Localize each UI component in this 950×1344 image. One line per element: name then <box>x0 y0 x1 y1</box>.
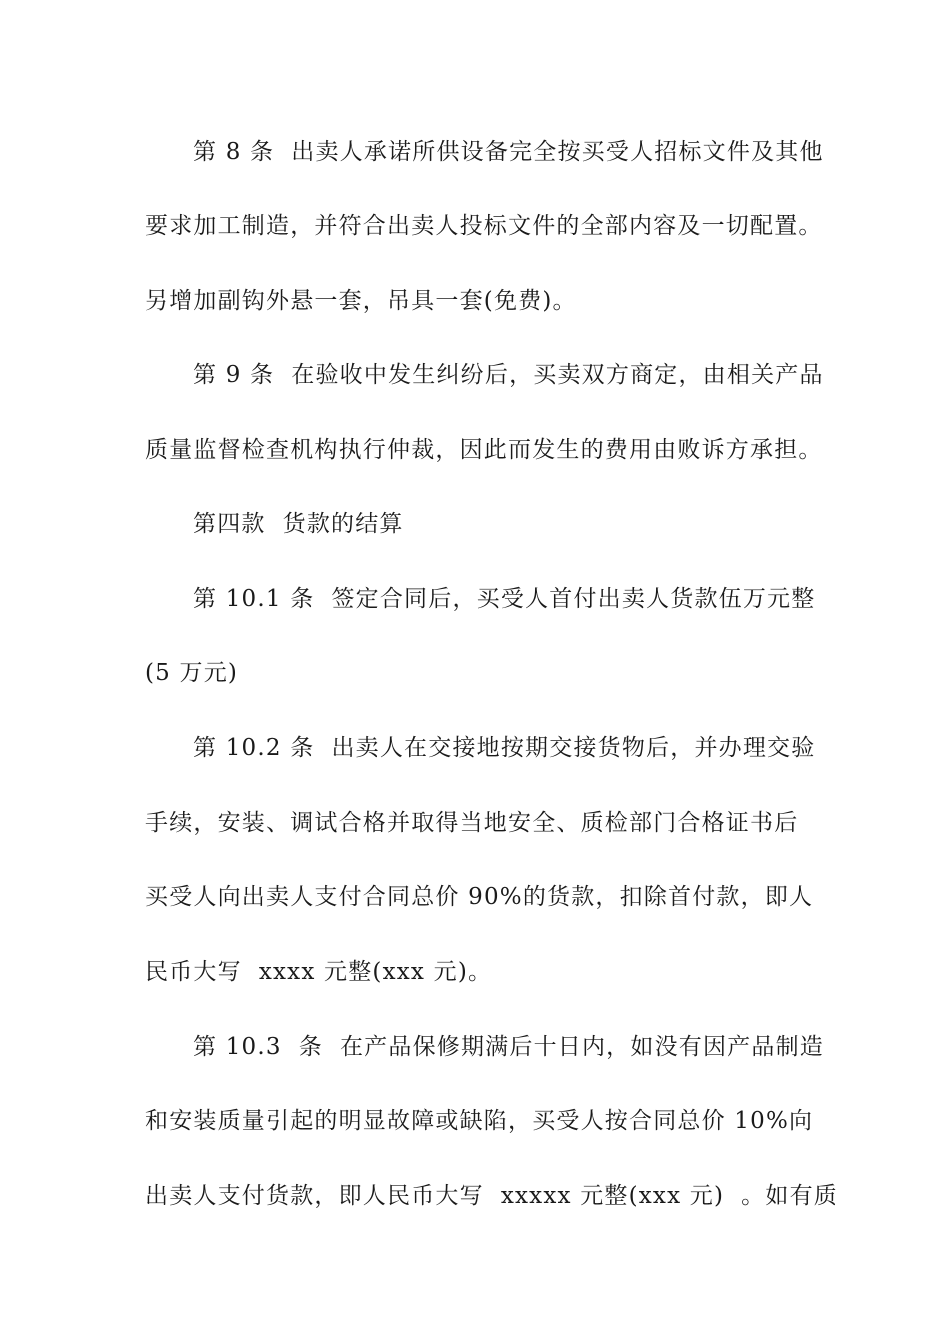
text-line: 质量监督检查机构执行仲裁，因此而发生的费用由败诉方承担。 <box>145 437 823 463</box>
text-line: 第 10.3 条 在产品保修期满后十日内，如没有因产品制造 <box>193 1034 824 1060</box>
text-line: 要求加工制造，并符合出卖人投标文件的全部内容及一切配置。 <box>145 213 823 239</box>
text-line: 买受人向出卖人支付合同总价 90%的货款，扣除首付款，即人 <box>145 884 814 910</box>
text-line: 第 10.1 条 签定合同后，买受人首付出卖人货款伍万元整 <box>193 586 816 612</box>
section-heading: 第四款 货款的结算 <box>193 511 404 537</box>
text-line: 第 10.2 条 出卖人在交接地按期交接货物后，并办理交验 <box>193 735 816 761</box>
text-line: 另增加副钩外悬一套，吊具一套(免费)。 <box>145 288 577 314</box>
text-line: 手续，安装、调试合格并取得当地安全、质检部门合格证书后 <box>145 810 799 836</box>
text-line: 出卖人支付货款，即人民币大写 xxxxx 元整(xxx 元) 。如有质 <box>145 1183 838 1209</box>
text-line: 第 9 条 在验收中发生纠纷后，买卖双方商定，由相关产品 <box>193 362 824 388</box>
text-line: 和安装质量引起的明显故障或缺陷，买受人按合同总价 10%向 <box>145 1108 814 1134</box>
text-line: (5 万元) <box>145 660 239 686</box>
text-line: 民币大写 xxxx 元整(xxx 元)。 <box>145 959 493 985</box>
text-line: 第 8 条 出卖人承诺所供设备完全按买受人招标文件及其他 <box>193 139 824 165</box>
